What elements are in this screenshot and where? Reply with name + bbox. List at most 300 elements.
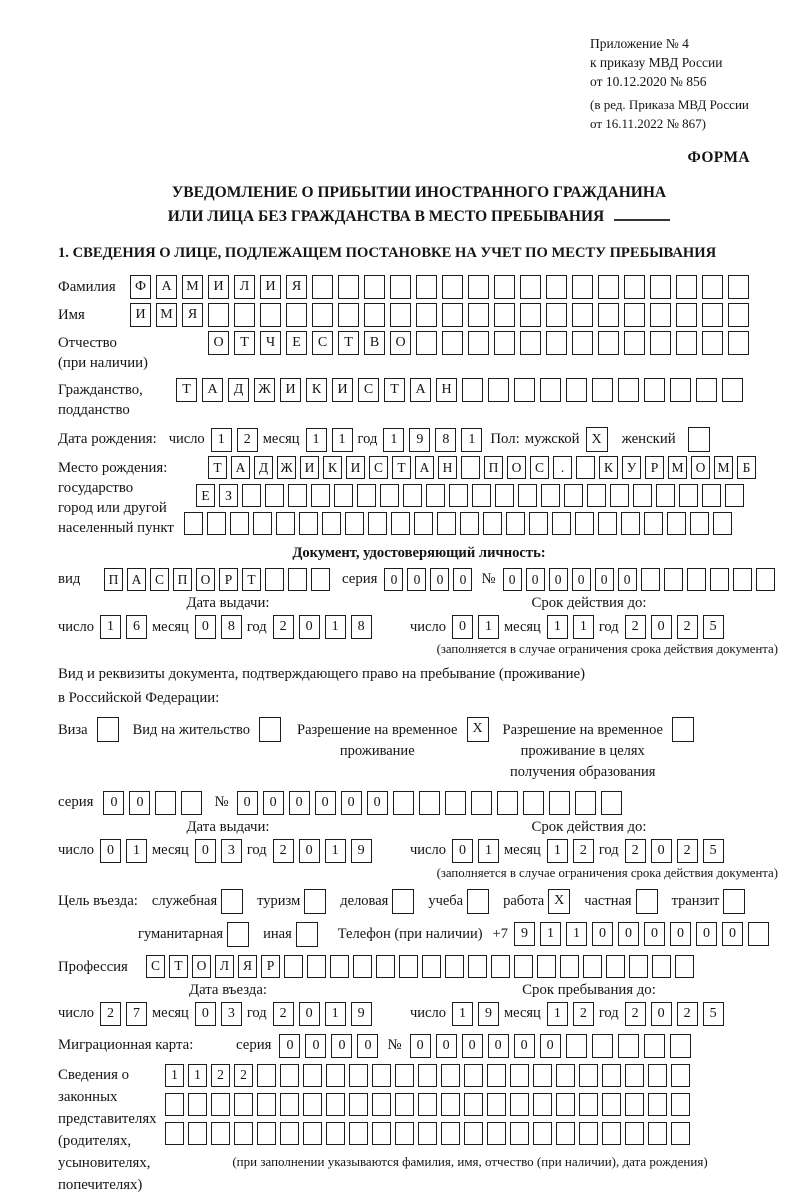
name-cells[interactable] <box>130 303 749 327</box>
migration-series-cells[interactable] <box>279 1034 378 1058</box>
form-cell[interactable]: 1 <box>461 428 482 452</box>
form-cell[interactable] <box>552 512 571 535</box>
form-cell[interactable] <box>188 1093 207 1116</box>
form-cell[interactable] <box>391 512 410 535</box>
birth-month-cells[interactable] <box>306 428 353 452</box>
form-cell[interactable] <box>671 1093 690 1116</box>
form-cell[interactable] <box>494 303 515 327</box>
form-cell[interactable]: 0 <box>315 791 336 815</box>
form-cell[interactable] <box>372 1064 391 1087</box>
form-cell[interactable]: 2 <box>273 1002 294 1026</box>
form-cell[interactable] <box>497 791 518 815</box>
birth-place-row-2[interactable] <box>196 484 756 507</box>
form-cell[interactable] <box>696 378 717 402</box>
form-cell[interactable]: 6 <box>126 615 147 639</box>
form-cell[interactable] <box>560 955 579 978</box>
form-cell[interactable] <box>667 512 686 535</box>
form-cell[interactable]: М <box>668 456 687 479</box>
form-cell[interactable]: Ч <box>260 331 281 355</box>
form-cell[interactable] <box>733 568 752 591</box>
form-cell[interactable] <box>494 331 515 355</box>
form-cell[interactable] <box>338 275 359 299</box>
identity-valid-month[interactable] <box>547 615 594 639</box>
form-cell[interactable] <box>520 275 541 299</box>
form-cell[interactable] <box>395 1122 414 1145</box>
form-cell[interactable] <box>670 378 691 402</box>
form-cell[interactable]: 7 <box>126 1002 147 1026</box>
form-cell[interactable] <box>601 791 622 815</box>
form-cell[interactable]: 0 <box>430 568 449 591</box>
residence-number-cells[interactable] <box>237 791 622 815</box>
form-cell[interactable]: К <box>323 456 342 479</box>
form-cell[interactable] <box>441 1064 460 1087</box>
representatives-row-2[interactable] <box>165 1093 775 1116</box>
form-cell[interactable] <box>311 568 330 591</box>
form-cell[interactable]: 1 <box>478 615 499 639</box>
form-cell[interactable]: Я <box>182 303 203 327</box>
stay-year[interactable] <box>625 1002 724 1026</box>
form-cell[interactable] <box>322 512 341 535</box>
form-cell[interactable] <box>334 484 353 507</box>
form-cell[interactable] <box>572 331 593 355</box>
form-cell[interactable] <box>349 1064 368 1087</box>
form-cell[interactable] <box>403 484 422 507</box>
form-cell[interactable] <box>288 568 307 591</box>
form-cell[interactable] <box>395 1064 414 1087</box>
form-cell[interactable] <box>618 378 639 402</box>
form-cell[interactable]: 0 <box>452 839 473 863</box>
form-cell[interactable]: . <box>553 456 572 479</box>
patronymic-cells[interactable] <box>208 331 749 355</box>
form-cell[interactable] <box>265 484 284 507</box>
form-cell[interactable] <box>418 1093 437 1116</box>
form-cell[interactable]: Ж <box>254 378 275 402</box>
form-cell[interactable] <box>257 1093 276 1116</box>
form-cell[interactable] <box>442 275 463 299</box>
purpose-option-checkbox[interactable] <box>296 922 318 947</box>
form-cell[interactable] <box>441 1122 460 1145</box>
form-cell[interactable]: 0 <box>670 922 691 946</box>
form-cell[interactable] <box>546 331 567 355</box>
form-cell[interactable] <box>260 303 281 327</box>
form-cell[interactable]: 0 <box>572 568 591 591</box>
form-cell[interactable] <box>468 955 487 978</box>
form-cell[interactable] <box>710 568 729 591</box>
form-cell[interactable]: О <box>507 456 526 479</box>
form-cell[interactable]: 0 <box>299 1002 320 1026</box>
form-cell[interactable]: 0 <box>279 1034 300 1058</box>
form-cell[interactable]: Я <box>238 955 257 978</box>
purpose-option-checkbox[interactable] <box>221 889 243 914</box>
form-cell[interactable]: 1 <box>573 615 594 639</box>
form-cell[interactable]: 1 <box>325 1002 346 1026</box>
form-cell[interactable] <box>506 512 525 535</box>
form-cell[interactable] <box>702 484 721 507</box>
form-cell[interactable] <box>242 484 261 507</box>
form-cell[interactable]: 9 <box>351 839 372 863</box>
form-cell[interactable]: Ж <box>277 456 296 479</box>
form-cell[interactable] <box>390 275 411 299</box>
form-cell[interactable]: М <box>182 275 203 299</box>
form-cell[interactable]: 0 <box>592 922 613 946</box>
form-cell[interactable] <box>303 1122 322 1145</box>
form-cell[interactable]: 0 <box>452 615 473 639</box>
form-cell[interactable]: 1 <box>566 922 587 946</box>
form-cell[interactable]: 0 <box>100 839 121 863</box>
surname-cells[interactable] <box>130 275 749 299</box>
form-cell[interactable]: 1 <box>306 428 327 452</box>
purpose-option-checkbox[interactable] <box>723 889 745 914</box>
form-cell[interactable]: 0 <box>103 791 124 815</box>
form-cell[interactable] <box>464 1064 483 1087</box>
form-cell[interactable] <box>572 303 593 327</box>
form-cell[interactable] <box>606 955 625 978</box>
form-cell[interactable]: С <box>358 378 379 402</box>
form-cell[interactable]: 1 <box>126 839 147 863</box>
form-cell[interactable] <box>533 1093 552 1116</box>
form-cell[interactable] <box>311 484 330 507</box>
form-cell[interactable]: 2 <box>573 1002 594 1026</box>
form-cell[interactable] <box>416 303 437 327</box>
form-cell[interactable] <box>598 512 617 535</box>
form-cell[interactable] <box>541 484 560 507</box>
form-cell[interactable] <box>725 484 744 507</box>
form-cell[interactable] <box>471 791 492 815</box>
form-cell[interactable]: И <box>346 456 365 479</box>
form-cell[interactable]: Н <box>436 378 457 402</box>
form-cell[interactable] <box>422 955 441 978</box>
form-cell[interactable]: 1 <box>547 1002 568 1026</box>
form-cell[interactable] <box>641 568 660 591</box>
form-cell[interactable] <box>494 275 515 299</box>
form-cell[interactable]: П <box>173 568 192 591</box>
form-cell[interactable]: С <box>530 456 549 479</box>
form-cell[interactable] <box>165 1093 184 1116</box>
form-cell[interactable] <box>583 955 602 978</box>
form-cell[interactable]: О <box>390 331 411 355</box>
form-cell[interactable]: П <box>104 568 123 591</box>
form-cell[interactable]: 1 <box>547 615 568 639</box>
birth-place-row-3[interactable] <box>184 512 756 535</box>
form-cell[interactable]: И <box>260 275 281 299</box>
form-cell[interactable] <box>184 512 203 535</box>
form-cell[interactable] <box>257 1064 276 1087</box>
identity-kind-cells[interactable] <box>104 568 330 591</box>
temp-residence-checkbox[interactable]: X <box>467 717 489 742</box>
form-cell[interactable] <box>257 1122 276 1145</box>
form-cell[interactable]: Т <box>234 331 255 355</box>
form-cell[interactable] <box>437 512 456 535</box>
form-cell[interactable]: 2 <box>273 839 294 863</box>
form-cell[interactable] <box>472 484 491 507</box>
form-cell[interactable]: 1 <box>211 428 232 452</box>
form-cell[interactable]: 9 <box>409 428 430 452</box>
form-cell[interactable]: И <box>130 303 151 327</box>
form-cell[interactable] <box>518 484 537 507</box>
form-cell[interactable]: И <box>280 378 301 402</box>
form-cell[interactable] <box>483 512 502 535</box>
form-cell[interactable]: 1 <box>100 615 121 639</box>
residence-issue-day[interactable] <box>100 839 147 863</box>
form-cell[interactable]: С <box>146 955 165 978</box>
form-cell[interactable] <box>349 1122 368 1145</box>
form-cell[interactable]: 5 <box>703 1002 724 1026</box>
identity-number-cells[interactable] <box>503 568 775 591</box>
form-cell[interactable]: 0 <box>696 922 717 946</box>
form-cell[interactable] <box>579 1093 598 1116</box>
form-cell[interactable]: С <box>312 331 333 355</box>
form-cell[interactable] <box>487 1093 506 1116</box>
form-cell[interactable]: А <box>202 378 223 402</box>
form-cell[interactable]: Л <box>234 275 255 299</box>
purpose-option-checkbox[interactable]: X <box>548 889 570 914</box>
form-cell[interactable] <box>722 378 743 402</box>
form-cell[interactable]: 2 <box>677 1002 698 1026</box>
form-cell[interactable] <box>207 512 226 535</box>
form-cell[interactable] <box>253 512 272 535</box>
form-cell[interactable]: Т <box>176 378 197 402</box>
form-cell[interactable]: Д <box>254 456 273 479</box>
form-cell[interactable]: 9 <box>478 1002 499 1026</box>
form-cell[interactable]: 0 <box>407 568 426 591</box>
form-cell[interactable] <box>303 1093 322 1116</box>
purpose-option-checkbox[interactable] <box>467 889 489 914</box>
form-cell[interactable]: З <box>219 484 238 507</box>
identity-issue-month[interactable] <box>195 615 242 639</box>
form-cell[interactable] <box>592 1034 613 1058</box>
form-cell[interactable] <box>520 331 541 355</box>
form-cell[interactable] <box>276 512 295 535</box>
form-cell[interactable] <box>579 1064 598 1087</box>
residence-valid-month[interactable] <box>547 839 594 863</box>
form-cell[interactable] <box>675 955 694 978</box>
form-cell[interactable]: 0 <box>305 1034 326 1058</box>
form-cell[interactable] <box>728 303 749 327</box>
form-cell[interactable] <box>756 568 775 591</box>
form-cell[interactable] <box>592 378 613 402</box>
form-cell[interactable]: И <box>332 378 353 402</box>
form-cell[interactable]: А <box>410 378 431 402</box>
form-cell[interactable]: 0 <box>651 1002 672 1026</box>
form-cell[interactable] <box>488 378 509 402</box>
residence-issue-year[interactable] <box>273 839 372 863</box>
form-cell[interactable] <box>181 791 202 815</box>
form-cell[interactable]: Т <box>169 955 188 978</box>
form-cell[interactable]: 0 <box>357 1034 378 1058</box>
purpose-option-checkbox[interactable] <box>227 922 249 947</box>
identity-valid-year[interactable] <box>625 615 724 639</box>
form-cell[interactable]: И <box>208 275 229 299</box>
form-cell[interactable]: 2 <box>100 1002 121 1026</box>
purpose-option-checkbox[interactable] <box>304 889 326 914</box>
form-cell[interactable] <box>728 331 749 355</box>
form-cell[interactable] <box>652 955 671 978</box>
form-cell[interactable] <box>648 1093 667 1116</box>
form-cell[interactable] <box>514 955 533 978</box>
form-cell[interactable]: 0 <box>195 839 216 863</box>
form-cell[interactable] <box>602 1122 621 1145</box>
form-cell[interactable]: 0 <box>299 839 320 863</box>
form-cell[interactable] <box>345 512 364 535</box>
form-cell[interactable]: 1 <box>540 922 561 946</box>
form-cell[interactable] <box>598 331 619 355</box>
form-cell[interactable] <box>625 1093 644 1116</box>
form-cell[interactable]: 9 <box>351 1002 372 1026</box>
form-cell[interactable] <box>676 275 697 299</box>
form-cell[interactable]: 0 <box>289 791 310 815</box>
form-cell[interactable] <box>644 1034 665 1058</box>
form-cell[interactable]: Е <box>196 484 215 507</box>
form-cell[interactable]: 2 <box>234 1064 253 1087</box>
form-cell[interactable]: 0 <box>651 839 672 863</box>
male-checkbox[interactable]: X <box>586 427 608 452</box>
form-cell[interactable]: 8 <box>435 428 456 452</box>
form-cell[interactable] <box>575 512 594 535</box>
citizenship-cells[interactable] <box>176 378 743 402</box>
form-cell[interactable] <box>460 512 479 535</box>
form-cell[interactable] <box>442 331 463 355</box>
form-cell[interactable] <box>670 1034 691 1058</box>
form-cell[interactable]: 0 <box>237 791 258 815</box>
form-cell[interactable] <box>468 331 489 355</box>
entry-day[interactable] <box>100 1002 147 1026</box>
form-cell[interactable]: А <box>127 568 146 591</box>
form-cell[interactable]: Р <box>261 955 280 978</box>
form-cell[interactable]: Ф <box>130 275 151 299</box>
form-cell[interactable]: 1 <box>188 1064 207 1087</box>
form-cell[interactable] <box>546 303 567 327</box>
form-cell[interactable] <box>510 1093 529 1116</box>
form-cell[interactable]: 0 <box>488 1034 509 1058</box>
form-cell[interactable]: 2 <box>237 428 258 452</box>
identity-valid-day[interactable] <box>452 615 499 639</box>
form-cell[interactable]: Т <box>242 568 261 591</box>
form-cell[interactable]: 0 <box>514 1034 535 1058</box>
form-cell[interactable] <box>629 955 648 978</box>
form-cell[interactable]: 0 <box>436 1034 457 1058</box>
residence-series-cells[interactable] <box>103 791 202 815</box>
form-cell[interactable] <box>602 1093 621 1116</box>
stay-month[interactable] <box>547 1002 594 1026</box>
form-cell[interactable]: 5 <box>703 839 724 863</box>
form-cell[interactable] <box>648 1064 667 1087</box>
form-cell[interactable] <box>462 378 483 402</box>
form-cell[interactable] <box>211 1093 230 1116</box>
form-cell[interactable] <box>514 378 535 402</box>
form-cell[interactable]: 0 <box>526 568 545 591</box>
form-cell[interactable]: Е <box>286 331 307 355</box>
form-cell[interactable] <box>690 512 709 535</box>
form-cell[interactable] <box>441 1093 460 1116</box>
form-cell[interactable] <box>280 1122 299 1145</box>
entry-year[interactable] <box>273 1002 372 1026</box>
form-cell[interactable]: 0 <box>618 922 639 946</box>
form-cell[interactable] <box>445 955 464 978</box>
form-cell[interactable]: Р <box>645 456 664 479</box>
birth-year-cells[interactable] <box>383 428 482 452</box>
form-cell[interactable] <box>312 275 333 299</box>
form-cell[interactable] <box>587 484 606 507</box>
form-cell[interactable]: 1 <box>383 428 404 452</box>
form-cell[interactable]: 0 <box>384 568 403 591</box>
form-cell[interactable]: А <box>415 456 434 479</box>
form-cell[interactable] <box>624 275 645 299</box>
form-cell[interactable]: Т <box>392 456 411 479</box>
form-cell[interactable] <box>671 1122 690 1145</box>
form-cell[interactable] <box>234 1093 253 1116</box>
form-cell[interactable] <box>624 331 645 355</box>
form-cell[interactable] <box>664 568 683 591</box>
form-cell[interactable]: 0 <box>722 922 743 946</box>
form-cell[interactable] <box>748 922 769 946</box>
form-cell[interactable]: 8 <box>221 615 242 639</box>
form-cell[interactable]: 1 <box>332 428 353 452</box>
form-cell[interactable]: 1 <box>165 1064 184 1087</box>
form-cell[interactable] <box>564 484 583 507</box>
form-cell[interactable]: 0 <box>549 568 568 591</box>
form-cell[interactable]: 0 <box>462 1034 483 1058</box>
form-cell[interactable] <box>533 1122 552 1145</box>
purpose-option-checkbox[interactable] <box>636 889 658 914</box>
form-cell[interactable] <box>702 303 723 327</box>
form-cell[interactable]: П <box>484 456 503 479</box>
form-cell[interactable]: К <box>306 378 327 402</box>
form-cell[interactable] <box>307 955 326 978</box>
temp-residence-education-checkbox[interactable] <box>672 717 694 742</box>
form-cell[interactable] <box>364 303 385 327</box>
form-cell[interactable] <box>523 791 544 815</box>
form-cell[interactable] <box>418 1122 437 1145</box>
form-cell[interactable] <box>364 275 385 299</box>
form-cell[interactable] <box>234 303 255 327</box>
form-cell[interactable]: О <box>196 568 215 591</box>
form-cell[interactable] <box>353 955 372 978</box>
form-cell[interactable]: С <box>150 568 169 591</box>
form-cell[interactable] <box>376 955 395 978</box>
form-cell[interactable] <box>449 484 468 507</box>
form-cell[interactable] <box>650 275 671 299</box>
form-cell[interactable] <box>416 331 437 355</box>
form-cell[interactable] <box>671 1064 690 1087</box>
form-cell[interactable] <box>468 303 489 327</box>
form-cell[interactable]: 0 <box>595 568 614 591</box>
representatives-row-1[interactable] <box>165 1064 775 1087</box>
form-cell[interactable] <box>510 1064 529 1087</box>
form-cell[interactable] <box>648 1122 667 1145</box>
form-cell[interactable] <box>390 303 411 327</box>
form-cell[interactable] <box>537 955 556 978</box>
form-cell[interactable]: И <box>300 456 319 479</box>
form-cell[interactable] <box>487 1064 506 1087</box>
form-cell[interactable] <box>464 1122 483 1145</box>
representatives-row-3[interactable] <box>165 1122 775 1145</box>
form-cell[interactable]: А <box>156 275 177 299</box>
form-cell[interactable]: 8 <box>351 615 372 639</box>
form-cell[interactable]: 0 <box>651 615 672 639</box>
form-cell[interactable]: 2 <box>573 839 594 863</box>
form-cell[interactable] <box>579 1122 598 1145</box>
form-cell[interactable] <box>265 568 284 591</box>
form-cell[interactable]: М <box>714 456 733 479</box>
form-cell[interactable]: Т <box>338 331 359 355</box>
form-cell[interactable] <box>368 512 387 535</box>
form-cell[interactable]: 1 <box>325 839 346 863</box>
form-cell[interactable]: 0 <box>410 1034 431 1058</box>
form-cell[interactable] <box>510 1122 529 1145</box>
form-cell[interactable]: 9 <box>514 922 535 946</box>
form-cell[interactable] <box>416 275 437 299</box>
form-cell[interactable]: О <box>192 955 211 978</box>
